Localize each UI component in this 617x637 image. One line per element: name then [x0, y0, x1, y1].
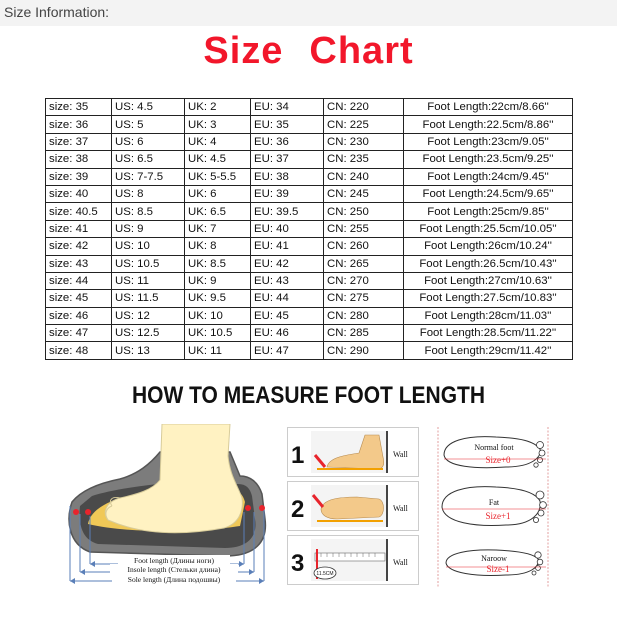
cell-uk: UK: 4.5 [185, 151, 251, 168]
cell-eu: EU: 34 [251, 99, 324, 116]
size-chart-rows [46, 99, 573, 360]
measure-steps [287, 427, 419, 585]
cell-us: US: 10 [112, 238, 185, 255]
step-3-number: 3 [291, 550, 305, 577]
cell-foot: Foot Length:23cm/9.05'' [404, 133, 573, 150]
step-1-wall-label: Wall [393, 450, 408, 459]
shoe-measure-diagram [50, 424, 278, 589]
size-information-label: Size Information: [4, 4, 110, 20]
cell-uk: UK: 7 [185, 220, 251, 237]
cell-eu: EU: 37 [251, 151, 324, 168]
sole-length-label: Sole length (Длина подошвы) [127, 575, 221, 584]
cell-cn: CN: 280 [324, 307, 404, 324]
red-marker-left [73, 509, 79, 515]
cell-cn: CN: 255 [324, 220, 404, 237]
cell-foot: Foot Length:24cm/9.45'' [404, 168, 573, 185]
cell-foot: Foot Length:25.5cm/10.05'' [404, 220, 573, 237]
table-row [46, 133, 573, 150]
cell-us: US: 13 [112, 342, 185, 359]
cell-uk: UK: 2 [185, 99, 251, 116]
cell-us: US: 10.5 [112, 255, 185, 272]
step-1-panel [288, 428, 419, 477]
cell-foot: Foot Length:26.5cm/10.43'' [404, 255, 573, 272]
cell-us: US: 6.5 [112, 151, 185, 168]
narrow-foot-diagram [446, 550, 546, 576]
cell-foot: Foot Length:22.5cm/8.86'' [404, 116, 573, 133]
size-chart-table [45, 98, 573, 360]
cell-eu: EU: 44 [251, 290, 324, 307]
insole-length-label: Insole length (Стельки длина) [127, 565, 221, 574]
table-row [46, 203, 573, 220]
table-row [46, 325, 573, 342]
cell-eu: EU: 39 [251, 185, 324, 202]
fat-foot-size: Size+1 [485, 511, 511, 521]
table-row [46, 151, 573, 168]
cell-size: size: 41 [46, 220, 112, 237]
cell-cn: CN: 225 [324, 116, 404, 133]
cell-uk: UK: 10 [185, 307, 251, 324]
cell-eu: EU: 35 [251, 116, 324, 133]
cell-uk: UK: 8 [185, 238, 251, 255]
normal-foot-diagram [444, 437, 546, 468]
table-row [46, 116, 573, 133]
cell-cn: CN: 265 [324, 255, 404, 272]
fat-foot-label: Fat [488, 498, 500, 507]
cell-uk: UK: 6 [185, 185, 251, 202]
step-1-number: 1 [291, 442, 305, 469]
table-row [46, 99, 573, 116]
cell-foot: Foot Length:27cm/10.63'' [404, 272, 573, 289]
how-to-measure-title: HOW TO MEASURE FOOT LENGTH [131, 382, 486, 409]
table-row [46, 342, 573, 359]
cell-cn: CN: 245 [324, 185, 404, 202]
cell-us: US: 11 [112, 272, 185, 289]
cell-uk: UK: 10.5 [185, 325, 251, 342]
normal-foot-label: Normal foot [474, 443, 514, 452]
cell-foot: Foot Length:22cm/8.66'' [404, 99, 573, 116]
cell-size: size: 35 [46, 99, 112, 116]
cell-foot: Foot Length:24.5cm/9.65'' [404, 185, 573, 202]
cell-size: size: 40.5 [46, 203, 112, 220]
cell-eu: EU: 36 [251, 133, 324, 150]
cell-eu: EU: 47 [251, 342, 324, 359]
cell-size: size: 42 [46, 238, 112, 255]
table-row [46, 307, 573, 324]
cell-uk: UK: 11 [185, 342, 251, 359]
table-row [46, 168, 573, 185]
cell-size: size: 43 [46, 255, 112, 272]
cell-cn: CN: 230 [324, 133, 404, 150]
cell-eu: EU: 45 [251, 307, 324, 324]
cell-foot: Foot Length:23.5cm/9.25'' [404, 151, 573, 168]
cell-eu: EU: 46 [251, 325, 324, 342]
cell-size: size: 46 [46, 307, 112, 324]
cell-us: US: 7-7.5 [112, 168, 185, 185]
normal-foot-size: Size+0 [485, 455, 511, 465]
cell-uk: UK: 5-5.5 [185, 168, 251, 185]
step-2-panel [288, 482, 419, 531]
size-chart-title [0, 30, 617, 73]
title-word-chart: Chart [309, 30, 414, 72]
cell-eu: EU: 41 [251, 238, 324, 255]
cell-us: US: 4.5 [112, 99, 185, 116]
cell-eu: EU: 43 [251, 272, 324, 289]
cell-cn: CN: 240 [324, 168, 404, 185]
cell-foot: Foot Length:27.5cm/10.83'' [404, 290, 573, 307]
narrow-foot-size: Size-1 [486, 564, 510, 574]
cell-eu: EU: 38 [251, 168, 324, 185]
cell-size: size: 44 [46, 272, 112, 289]
cell-us: US: 6 [112, 133, 185, 150]
cell-size: size: 45 [46, 290, 112, 307]
cell-uk: UK: 9.5 [185, 290, 251, 307]
cell-foot: Foot Length:28cm/11.03'' [404, 307, 573, 324]
red-marker-left-inner [85, 509, 91, 515]
cell-size: size: 36 [46, 116, 112, 133]
cell-us: US: 5 [112, 116, 185, 133]
cell-cn: CN: 270 [324, 272, 404, 289]
cell-cn: CN: 290 [324, 342, 404, 359]
table-row [46, 220, 573, 237]
cell-size: size: 47 [46, 325, 112, 342]
foot-type-diagrams [436, 427, 552, 587]
cell-cn: CN: 235 [324, 151, 404, 168]
cell-foot: Foot Length:26cm/10.24'' [404, 238, 573, 255]
cell-cn: CN: 275 [324, 290, 404, 307]
cell-cn: CN: 250 [324, 203, 404, 220]
step-3-panel [288, 536, 419, 585]
cell-uk: UK: 4 [185, 133, 251, 150]
red-marker-right [245, 505, 251, 511]
cell-size: size: 37 [46, 133, 112, 150]
foot-length-label: Foot length (Длины ноги) [134, 556, 214, 565]
cell-cn: CN: 220 [324, 99, 404, 116]
cell-eu: EU: 39.5 [251, 203, 324, 220]
cell-foot: Foot Length:29cm/11.42'' [404, 342, 573, 359]
cell-uk: UK: 8.5 [185, 255, 251, 272]
cell-us: US: 11.5 [112, 290, 185, 307]
cell-size: size: 40 [46, 185, 112, 202]
cell-us: US: 9 [112, 220, 185, 237]
cell-uk: UK: 9 [185, 272, 251, 289]
fat-foot-diagram [442, 487, 546, 526]
cell-us: US: 12.5 [112, 325, 185, 342]
step-3-wall-label: Wall [393, 558, 408, 567]
cell-us: US: 8.5 [112, 203, 185, 220]
narrow-foot-label: Naroow [481, 554, 507, 563]
table-row [46, 185, 573, 202]
cell-size: size: 39 [46, 168, 112, 185]
cell-uk: UK: 3 [185, 116, 251, 133]
cell-us: US: 12 [112, 307, 185, 324]
title-word-size: Size [203, 30, 284, 72]
table-row [46, 290, 573, 307]
step-2-number: 2 [291, 496, 305, 523]
cell-size: size: 48 [46, 342, 112, 359]
cell-size: size: 38 [46, 151, 112, 168]
size-information-header [0, 0, 617, 26]
cell-cn: CN: 260 [324, 238, 404, 255]
table-row [46, 272, 573, 289]
cell-cn: CN: 285 [324, 325, 404, 342]
step-2-wall-label: Wall [393, 504, 408, 513]
ruler-value-label: 11.5CM [316, 571, 334, 577]
cell-uk: UK: 6.5 [185, 203, 251, 220]
cell-foot: Foot Length:28.5cm/11.22'' [404, 325, 573, 342]
cell-us: US: 8 [112, 185, 185, 202]
cell-foot: Foot Length:25cm/9.85'' [404, 203, 573, 220]
cell-eu: EU: 40 [251, 220, 324, 237]
table-row [46, 238, 573, 255]
table-row [46, 255, 573, 272]
cell-eu: EU: 42 [251, 255, 324, 272]
